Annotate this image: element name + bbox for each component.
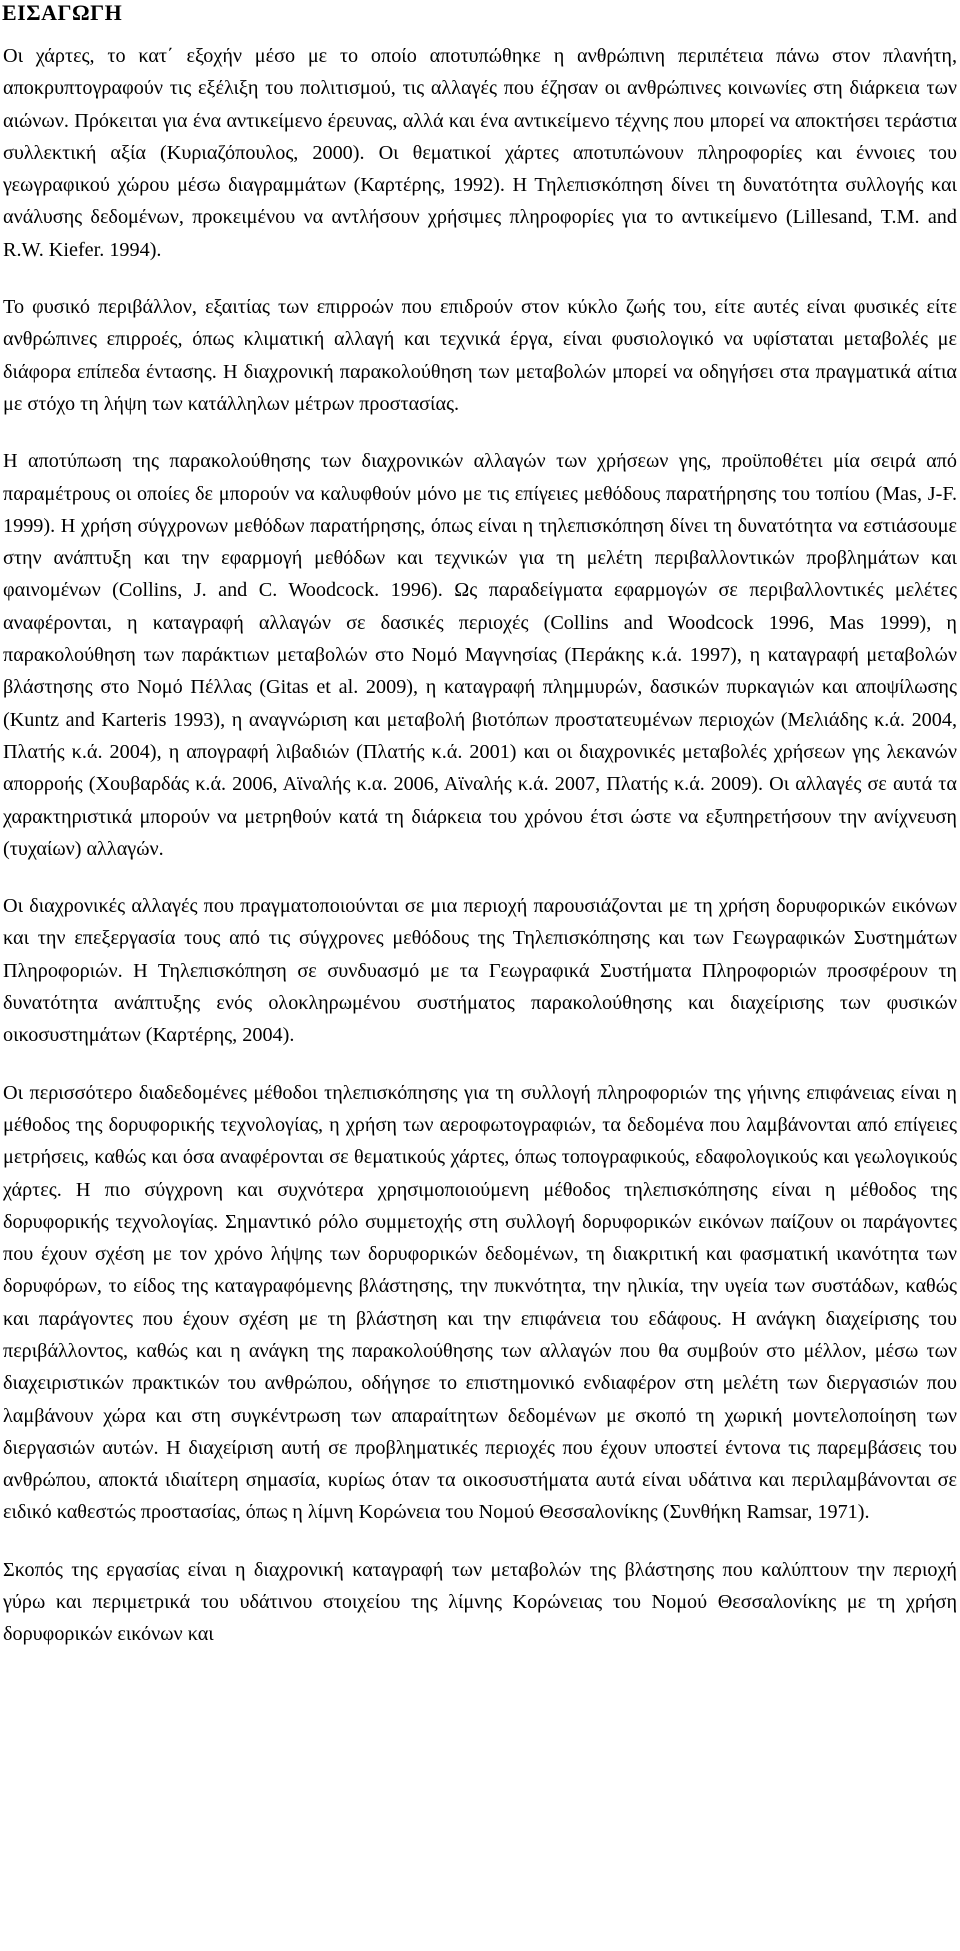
body-paragraph-objective: Σκοπός της εργασίας είναι η διαχρονική καταγραφή των μεταβολών της βλάστησης που καλύπτουν την περιοχή γύρω και περιμετρικά του υδάτινου στοιχείου της λίμνης Κορώνειας του Νομού Θεσσαλονίκης με τη χρήση δορυφορικών εικόνων και bbox=[3, 1558, 957, 1646]
body-paragraph-intro-maps: Οι χάρτες, το κατ΄ εξοχήν μέσο με το οποίο αποτυπώθηκε η ανθρώπινη περιπέτεια πάνω στον πλανήτη, αποκρυπτογραφούν τις εξέλιξη του πολιτισμού, τις αλλαγές που έζησαν οι ανθρώπινες κοινωνίες στη διάρκεια των αιώνων. Πρόκειται για ένα αντικείμενο έρευνας, αλλά και ένα αντικείμενο τέχνης που μπορεί να αποκτήσει τεράστια συλλεκτική αξία (Κυριαζόπουλος, 2000). Οι θεματικοί χάρτες αποτυπώνουν πληροφορίες και έννοιες του γεωγραφικού χώρου μέσω διαγραμμάτων (Καρτέρης, 1992). Η Τηλεπισκόπηση δίνει τη δυνατότητα συλλογής και ανάλυσης δεδομένων, προκειμένου να αντλήσουν χρήσιμες πληροφορίες για το αντικείμενο (Lillesand, T.M. and R.W. Kiefer. 1994). bbox=[3, 45, 957, 261]
body-paragraph-remote-sensing-gis: Οι διαχρονικές αλλαγές που πραγματοποιούνται σε μια περιοχή παρουσιάζονται με τη χρήση δορυφορικών εικόνων και την επεξεργασία τους από τις σύγχρονες μεθόδους της Τηλεπισκόπησης και των Γεωγραφικών Συστημάτων Πληροφοριών. Η Τηλεπισκόπηση σε συνδυασμό με τα Γεωγραφικά Συστήματα Πληροφοριών προσφέρουν τη δυνατότητα ανάπτυξης ενός ολοκληρωμένου συστήματος παρακολούθησης και διαχείρισης των φυσικών οικοσυστημάτων (Καρτέρης, 2004). bbox=[3, 895, 957, 1047]
section-heading: ΕΙΣΑΓΩΓΗ bbox=[2, 0, 123, 25]
body-paragraph-methods: Οι περισσότερο διαδεδομένες μέθοδοι τηλεπισκόπησης για τη συλλογή πληροφοριών της γήινης επιφάνειας είναι η μέθοδος της δορυφορικής τεχνολογίας, η χρήση των αεροφωτογραφιών, τα δεδομένα που λαμβάνονται από επίγειες μετρήσεις, καθώς και όσα αναφέρονται σε θεματικούς χάρτες, όπως τοπογραφικούς, εδαφολογικούς και γεωλογικούς χάρτες. Η πιο σύγχρονη και συχνότερα χρησιμοποιούμενη μέθοδος τηλεπισκόπησης είναι η μέθοδος της δορυφορικής τεχνολογίας. Σημαντικό ρόλο συμμετοχής στη συλλογή δορυφορικών εικόνων παίζουν οι παράγοντες που έχουν σχέση με τον χρόνο λήψης των δορυφορικών δεδομένων, τη διακριτική και φασματική ικανότητα των δορυφόρων, το είδος της καταγραφόμενης βλάστησης, την πυκνότητα, την ηλικία, την υγεία των συστάδων, καθώς και παράγοντες που έχουν σχέση με τη βλάστηση και την επιφάνεια του εδάφους. Η ανάγκη διαχείρισης του περιβάλλοντος, καθώς και η ανάγκη της παρακολούθησης των αλλαγών που θα συμβούν στο μέλλον, μέσω των διαχειριστικών πρακτικών του ανθρώπου, οδήγησε το επιστημονικό ενδιαφέρον στη μελέτη των διεργασιών που λαμβάνουν χώρα και στη συγκέντρωση των απαραίτητων δεδομένων με σκοπό τη χωρική μοντελοποίηση των διεργασιών αυτών. Η διαχείριση αυτή σε προβληματικές περιοχές που έχουν υποστεί έντονα τις παρεμβάσεις του ανθρώπου, αποκτά ιδιαίτερη σημασία, κυρίως όταν τα οικοσυστήματα αυτά είναι υδάτινα και περιλαμβάνονται σε ειδικό καθεστώς προστασίας, όπως η λίμνη Κορώνεια του Νομού Θεσσαλονίκης (Συνθήκη Ramsar, 1971). bbox=[3, 1081, 957, 1524]
body-paragraph-natural-environment: Το φυσικό περιβάλλον, εξαιτίας των επιρροών που επιδρούν στον κύκλο ζωής του, είτε αυτές είναι φυσικές είτε ανθρώπινες επιρροές, όπως κλιματική αλλαγή και τεχνικά έργα, είναι φυσιολογικό να υφίσταται μεταβολές με διάφορα επίπεδα έντασης. Η διαχρονική παρακολούθηση των μεταβολών μπορεί να οδηγήσει στα πραγματικά αίτια με στόχο τη λήψη των κατάλληλων μέτρων προστασίας. bbox=[3, 296, 957, 415]
body-paragraph-land-use-monitoring: Η αποτύπωση της παρακολούθησης των διαχρονικών αλλαγών των χρήσεων γης, προϋποθέτει μία σειρά από παραμέτρους οι οποίες δε μπορούν να καλυφθούν μόνο με τις επίγειες μεθόδους παρατήρησης του τοπίου (Mas, J-F. 1999). Η χρήση σύγχρονων μεθόδων παρατήρησης, όπως είναι η τηλεπισκόπηση δίνει τη δυνατότητα να εστιάσουμε στην ανάπτυξη και την εφαρμογή μεθόδων και τεχνικών για τη μελέτη περιβαλλοντικών προβλημάτων και φαινομένων (Collins, J. and C. Woodcock. 1996). Ως παραδείγματα εφαρμογών σε περιβαλλοντικές μελέτες αναφέρονται, η καταγραφή αλλαγών σε δασικές περιοχές (Collins and Woodcock 1996, Mas 1999), η παρακολούθηση των παράκτιων μεταβολών στο Νομό Μαγνησίας (Περάκης κ.ά. 1997), η καταγραφή μεταβολών βλάστησης στο Νομό Πέλλας (Gitas et al. 2009), η καταγραφή πλημμυρών, δασικών πυρκαγιών και αποψίλωσης (Kuntz and Karteris 1993), η αναγνώριση και μεταβολή βιοτόπων προστατευμένων περιοχών (Μελιάδης κ.ά. 2004, Πλατής κ.ά. 2004), η απογραφή λιβαδιών (Πλατής κ.ά. 2001) και οι διαχρονικές μεταβολές χρήσεων γης λεκανών απορροής (Χουβαρδάς κ.ά. 2006, Αϊναλής κ.α. 2006, Αϊναλής κ.ά. 2007, Πλατής κ.ά. 2009). Οι αλλαγές σε αυτά τα χαρακτηριστικά μπορούν να μετρηθούν κατά τη διάρκεια του χρόνου έτσι ώστε να εξυπηρετήσουν την ανίχνευση (τυχαίων) αλλαγών. bbox=[3, 450, 957, 860]
document-body bbox=[3, 40, 957, 1651]
